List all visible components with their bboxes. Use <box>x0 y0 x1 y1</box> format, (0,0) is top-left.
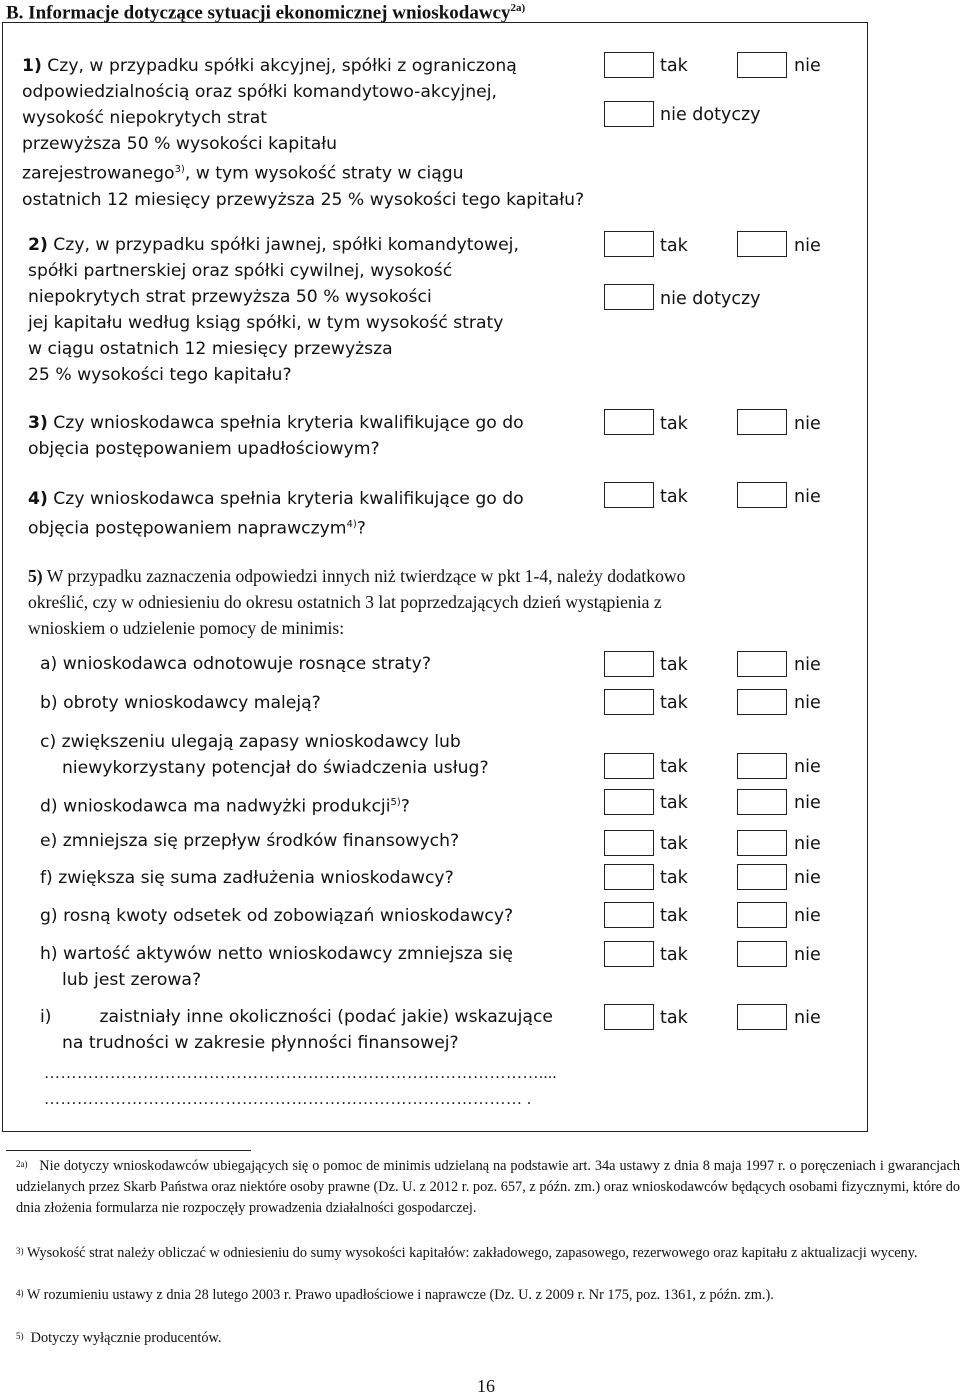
q5g-text: g) rosną kwoty odsetek od zobowiązań wnioskodawcy? <box>40 906 514 926</box>
footnote-5: $^{5)}$ Dotyczy wyłącznie producentów. <box>16 1330 222 1346</box>
q5h-yes-checkbox[interactable] <box>604 941 654 967</box>
q5e-no-checkbox[interactable] <box>737 830 787 856</box>
footnote-2a: $^{2a)}$ Nie dotyczy wnioskodawców ubiegających się o pomoc de minimis udzielaną na podstawie art. 34a ustawy z dnia 8 maja 1997 r. o poręczeniach i gwarancjach udzielanych przez Skarb Państwa oraz niektóre osoby prawne (Dz. U. z 2012 r. poz. 657, z późn. zm.) oraz wnioskodawców będących osobami fizycznymi, które do dnia złożenia formularza nie rozpoczęły prowadzenia działalności gospodarczej. <box>16 1158 960 1216</box>
q4-no-checkbox[interactable] <box>737 482 787 508</box>
q5b-yes-label: tak <box>660 693 688 713</box>
question-1: 1) Czy, w przypadku spółki akcyjnej, spółki z ograniczoną odpowiedzialnością oraz spółki komandytowo-akcyjnej, wysokość niepokrytych strat przewyższa 50 % wysokości kapitału zarejestrowanego$^{3)}$, w tym wysokość straty w ciągu ostatnich 12 miesięcy przewyższa 25 % wysokości tego kapitału? <box>22 56 585 210</box>
q3-yes-checkbox[interactable] <box>604 409 654 435</box>
q5c-yes-label: tak <box>660 757 688 777</box>
q5e-yes-label: tak <box>660 834 688 854</box>
q5d-no-checkbox[interactable] <box>737 789 787 815</box>
q5a-no-label: nie <box>794 655 821 675</box>
q1-yes-label: tak <box>660 56 688 76</box>
footnote-separator <box>6 1150 251 1151</box>
q5h-no-checkbox[interactable] <box>737 941 787 967</box>
q1-na-checkbox[interactable] <box>604 101 654 127</box>
q5d-yes-checkbox[interactable] <box>604 789 654 815</box>
fill-in-line-1[interactable]: ……………………………………………………………………………….... <box>44 1065 557 1082</box>
footnote-4: $^{4)}$ W rozumieniu ustawy z dnia 28 lutego 2003 r. Prawo upadłościowe i naprawcze (Dz. U. z 2009 r. Nr 175, poz. 1361, z późn. zm.). <box>16 1287 774 1303</box>
q5h-no-label: nie <box>794 945 821 965</box>
q1-na-label: nie dotyczy <box>660 105 761 125</box>
q5a-text: a) wnioskodawca odnotowuje rosnące straty? <box>40 654 431 674</box>
q5b-no-checkbox[interactable] <box>737 689 787 715</box>
q3-no-label: nie <box>794 414 821 434</box>
question-3: 3) Czy wnioskodawca spełnia kryteria kwalifikujące go do objęcia postępowaniem upadłościowym? <box>28 413 524 459</box>
q5e-no-label: nie <box>794 834 821 854</box>
footnote-3: $^{3)}$ Wysokość strat należy obliczać w odniesieniu do sumy wysokości kapitałów: zakładowego, zapasowego, rezerwowego oraz kapitału z aktualizacji wyceny. <box>16 1245 918 1261</box>
q5i-yes-label: tak <box>660 1008 688 1028</box>
q5i-no-checkbox[interactable] <box>737 1004 787 1030</box>
q5b-no-label: nie <box>794 693 821 713</box>
fill-in-line-2[interactable]: …………………………………………………………………………… . <box>44 1091 532 1108</box>
q5d-text: d) wnioskodawca ma nadwyżki produkcji$^{5)}$? <box>40 796 410 817</box>
q5e-yes-checkbox[interactable] <box>604 830 654 856</box>
q5f-no-checkbox[interactable] <box>737 864 787 890</box>
q5c-no-label: nie <box>794 757 821 777</box>
q5i-no-label: nie <box>794 1008 821 1028</box>
q2-yes-checkbox[interactable] <box>604 231 654 257</box>
q5b-yes-checkbox[interactable] <box>604 689 654 715</box>
q1-no-label: nie <box>794 56 821 76</box>
q5e-text: e) zmniejsza się przepływ środków finansowych? <box>40 831 460 851</box>
question-4: 4) Czy wnioskodawca spełnia kryteria kwalifikujące go do objęcia postępowaniem naprawczym$^{4)}$? <box>28 489 524 539</box>
q5i-yes-checkbox[interactable] <box>604 1004 654 1030</box>
q1-no-checkbox[interactable] <box>737 52 787 78</box>
q5f-no-label: nie <box>794 868 821 888</box>
q5f-yes-checkbox[interactable] <box>604 864 654 890</box>
q5c-text: c) zwiększeniu ulegają zapasy wnioskodawcy lub niewykorzystany potencjał do świadczenia usług? <box>40 732 489 778</box>
section-title: B. Informacje dotyczące sytuacji ekonomicznej wnioskodawcy$^{2a)}$ <box>6 2 526 24</box>
q5d-no-label: nie <box>794 793 821 813</box>
q5f-text: f) zwiększa się suma zadłużenia wnioskodawcy? <box>40 868 454 888</box>
q5g-yes-checkbox[interactable] <box>604 902 654 928</box>
q5h-text: h) wartość aktywów netto wnioskodawcy zmniejsza się lub jest zerowa? <box>40 944 513 990</box>
q5c-yes-checkbox[interactable] <box>604 753 654 779</box>
page-number: 16 <box>477 1376 495 1396</box>
q2-no-checkbox[interactable] <box>737 231 787 257</box>
q5f-yes-label: tak <box>660 868 688 888</box>
q5a-yes-checkbox[interactable] <box>604 651 654 677</box>
q5i-text: i) zaistniały inne okoliczności (podać jakie) wskazujące na trudności w zakresie płynności finansowej? <box>40 1007 553 1053</box>
q4-yes-checkbox[interactable] <box>604 482 654 508</box>
q5b-text: b) obroty wnioskodawcy maleją? <box>40 693 321 713</box>
q1-yes-checkbox[interactable] <box>604 52 654 78</box>
q3-no-checkbox[interactable] <box>737 409 787 435</box>
q2-na-checkbox[interactable] <box>604 284 654 310</box>
q4-no-label: nie <box>794 487 821 507</box>
q5g-yes-label: tak <box>660 906 688 926</box>
q5d-yes-label: tak <box>660 793 688 813</box>
q5c-no-checkbox[interactable] <box>737 753 787 779</box>
q5h-yes-label: tak <box>660 945 688 965</box>
q3-yes-label: tak <box>660 414 688 434</box>
q2-yes-label: tak <box>660 236 688 256</box>
q2-na-label: nie dotyczy <box>660 289 761 309</box>
question-5: 5) W przypadku zaznaczenia odpowiedzi innych niż twierdzące w pkt 1-4, należy dodatkowo określić, czy w odniesieniu do okresu ostatnich 3 lat poprzedzających dzień wystąpienia z wnioskiem o udzielenie pomocy de minimis: <box>28 566 686 638</box>
q5g-no-label: nie <box>794 906 821 926</box>
q2-no-label: nie <box>794 236 821 256</box>
q4-yes-label: tak <box>660 487 688 507</box>
question-2: 2) Czy, w przypadku spółki jawnej, spółki komandytowej, spółki partnerskiej oraz spółki cywilnej, wysokość niepokrytych strat przewyższa 50 % wysokości jej kapitału według ksiąg spółki, w tym wysokość straty w ciągu ostatnich 12 miesięcy przewyższa 25 % wysokości tego kapitału? <box>28 235 519 385</box>
q5a-yes-label: tak <box>660 655 688 675</box>
q5a-no-checkbox[interactable] <box>737 651 787 677</box>
q5g-no-checkbox[interactable] <box>737 902 787 928</box>
